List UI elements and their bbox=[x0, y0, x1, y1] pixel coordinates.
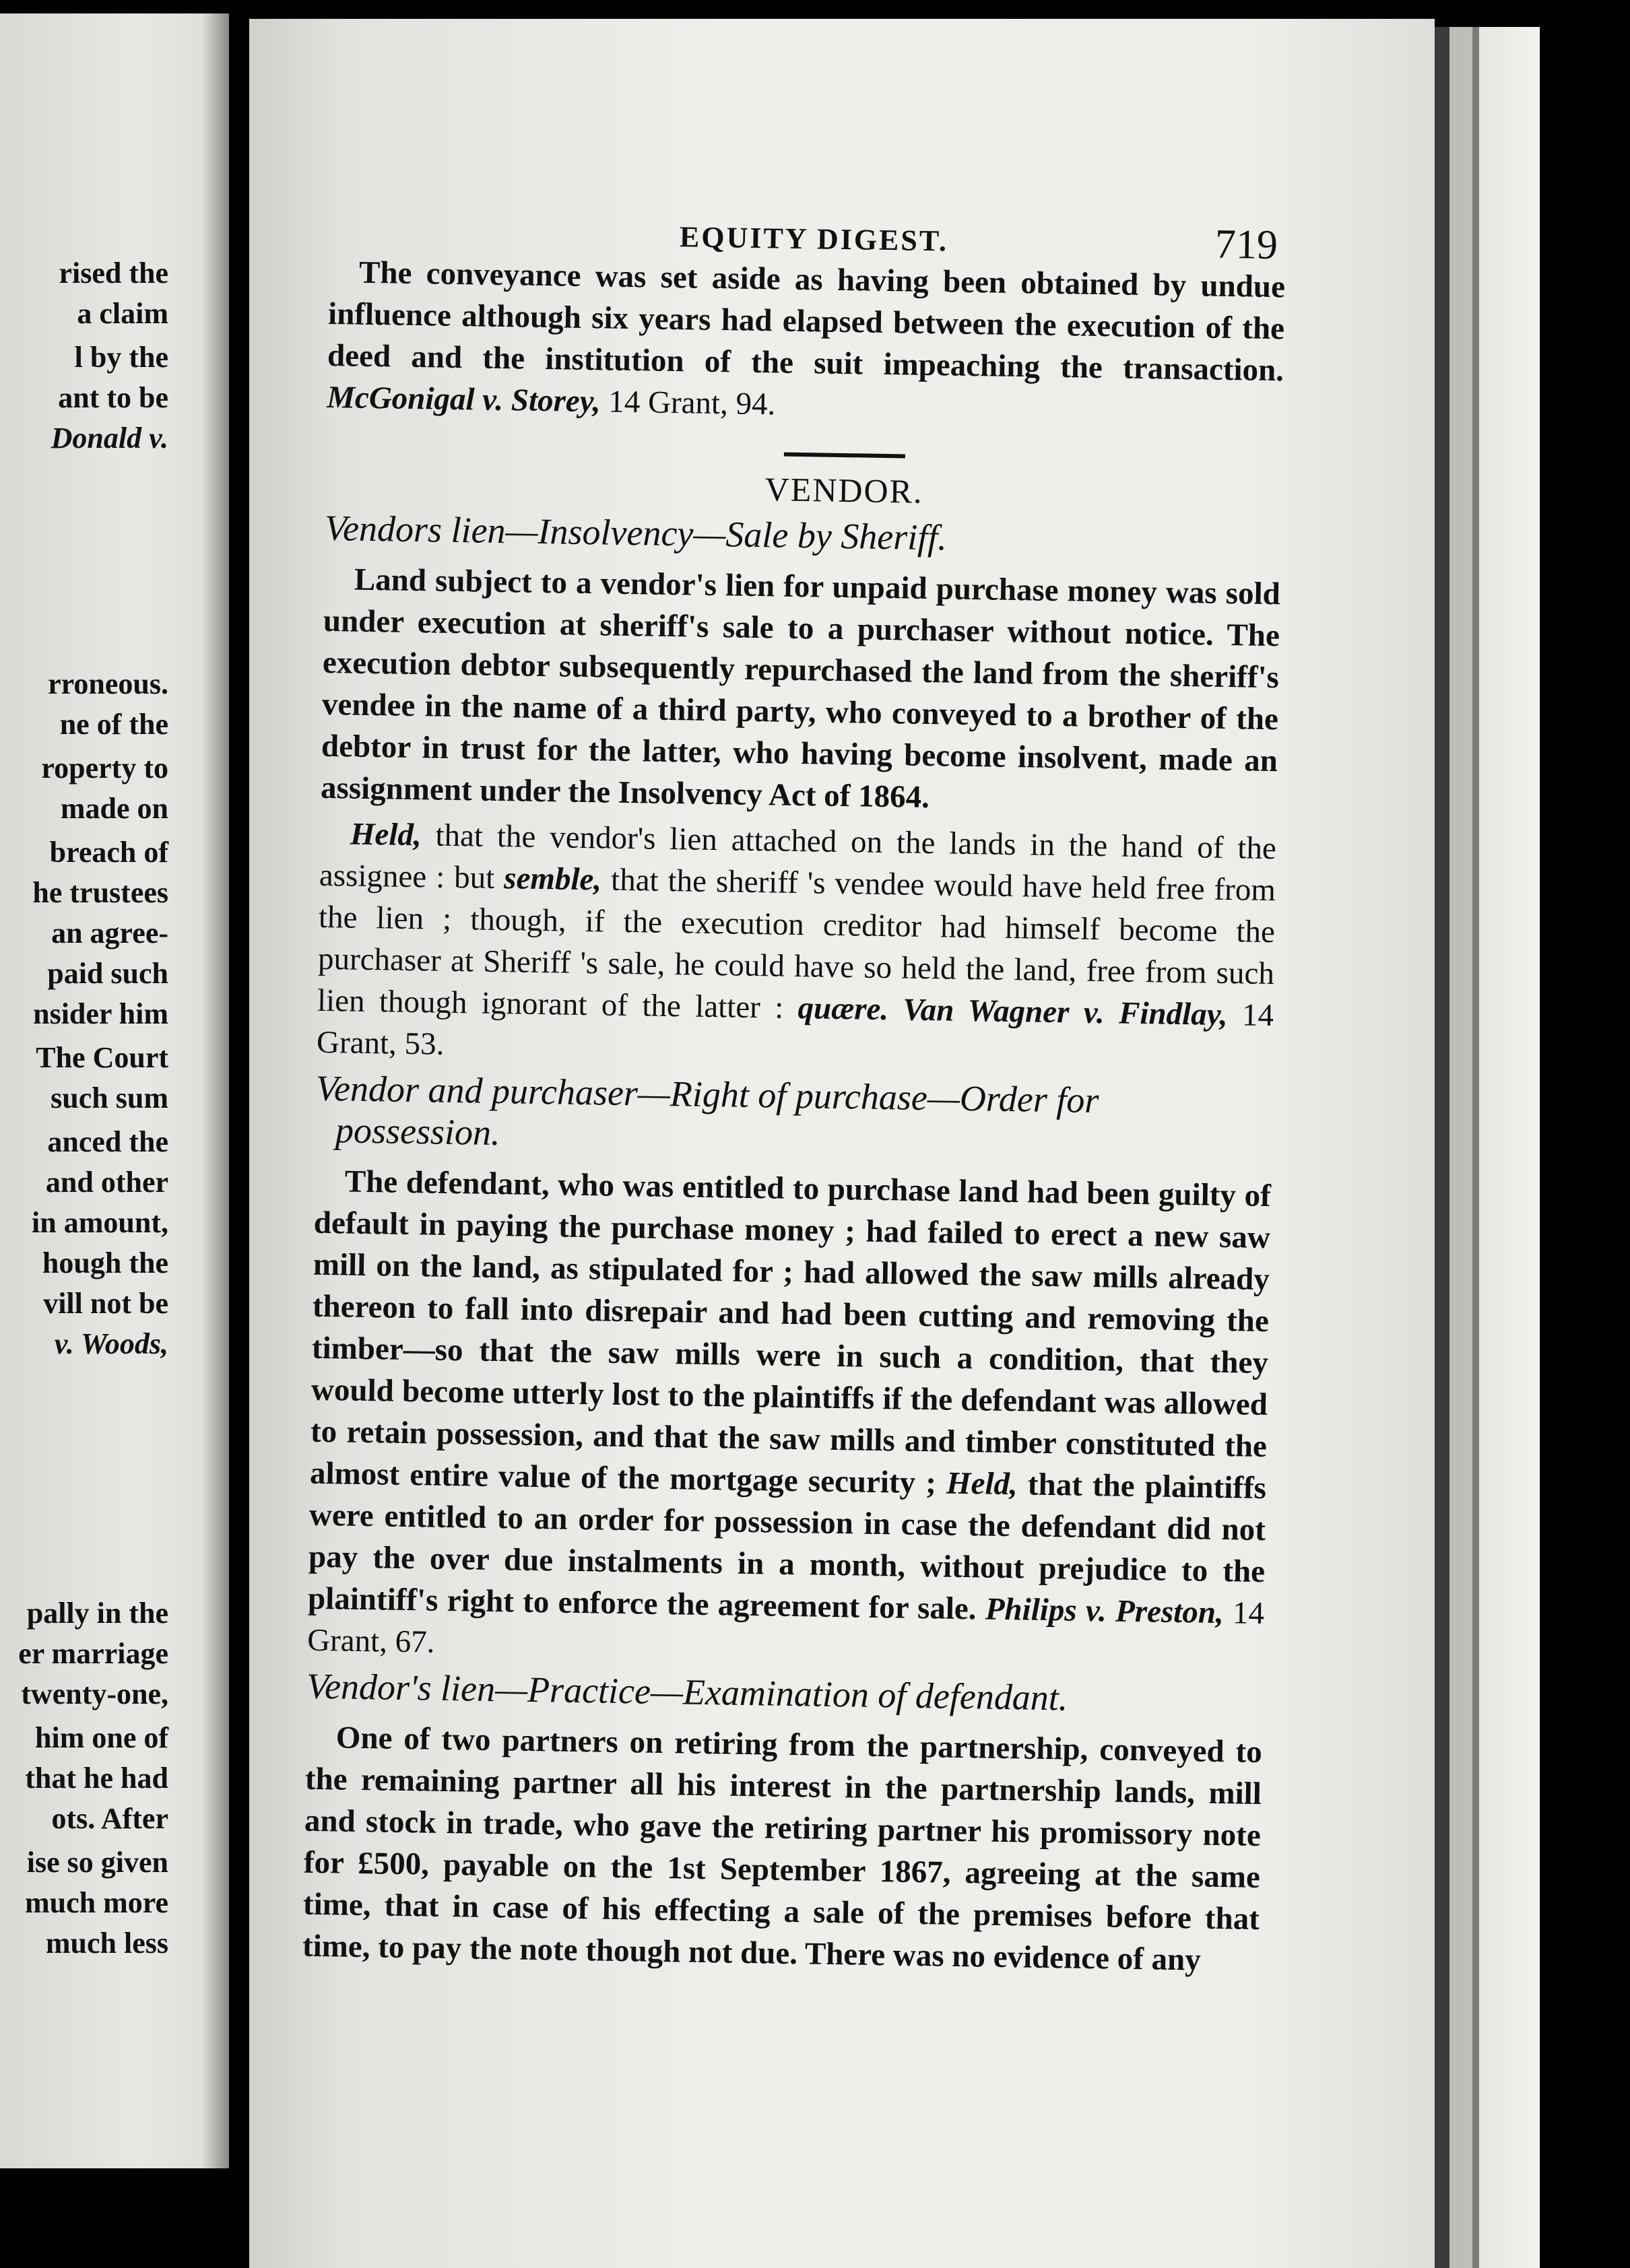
page-stack-edge bbox=[1479, 27, 1540, 2268]
quaere-label: quære. bbox=[797, 991, 889, 1028]
left-page-line: and other bbox=[45, 1166, 168, 1199]
left-page-line: v. Woods, bbox=[54, 1327, 168, 1360]
case-name: Van Wagner v. Findlay, bbox=[903, 992, 1228, 1033]
left-page-line: rroneous. bbox=[48, 667, 168, 700]
entry-holding bbox=[317, 813, 1277, 1078]
left-page-line: in amount, bbox=[32, 1206, 168, 1239]
left-page-line: such sum bbox=[51, 1081, 168, 1114]
left-page-line: ots. After bbox=[51, 1802, 168, 1835]
left-page-line: ne of the bbox=[59, 708, 168, 741]
entry-heading: Vendor's lien—Practice—Examination of defendant. bbox=[306, 1665, 1068, 1719]
entry-paragraph bbox=[302, 1716, 1263, 1982]
case-ref: 14 Grant, 53. bbox=[316, 997, 1274, 1062]
left-page-line: much more bbox=[24, 1886, 168, 1919]
left-page-line: rised the bbox=[59, 257, 168, 290]
entry-paragraph bbox=[321, 558, 1281, 824]
left-page-line: him one of bbox=[35, 1721, 168, 1754]
section-rule bbox=[784, 453, 905, 459]
left-page-line: er marriage bbox=[18, 1637, 168, 1670]
holding-text: that the vendor's lien attached on the lands in the hand of the assignee : but bbox=[319, 818, 1277, 896]
page-number: 719 bbox=[1214, 221, 1278, 269]
holding-text: that the plaintiffs were entitled to an order for possession in case the defendant did not pay the over due instalments in a month, without prejudice to the plaintiff's right to enforce the agreement for sale. bbox=[307, 1467, 1267, 1627]
left-page-line: he trustees bbox=[32, 876, 168, 909]
left-page-line: hough the bbox=[42, 1246, 168, 1279]
running-title: EQUITY DIGEST. bbox=[679, 220, 949, 258]
left-page-line: made on bbox=[60, 792, 168, 825]
left-page-line: Donald v. bbox=[51, 422, 168, 455]
left-page-line: nsider him bbox=[33, 997, 168, 1030]
semble-label: semble, bbox=[503, 861, 602, 898]
intro-case-ref: 14 Grant, 94. bbox=[608, 384, 776, 422]
entry-paragraph bbox=[307, 1160, 1272, 1676]
left-page-line: roperty to bbox=[41, 752, 168, 785]
held-label: Held, bbox=[946, 1465, 1018, 1502]
book-page bbox=[249, 19, 1435, 2268]
left-page-line: anced the bbox=[47, 1125, 168, 1158]
intro-paragraph bbox=[327, 251, 1286, 433]
page-edge bbox=[1449, 27, 1472, 2268]
left-page-line: pally in the bbox=[26, 1597, 168, 1630]
left-page-line: twenty-one, bbox=[21, 1677, 168, 1710]
holding-text-continued: that the sheriff 's vendee would have held free from the lien ; though, if the execution creditor had himself become the purchaser at Sheriff 's sale, he could have so held the land, free from such lien though ignorant of the latter : bbox=[317, 862, 1276, 1026]
left-page-line: ant to be bbox=[58, 381, 168, 414]
entry-heading: Vendors lien—Insolvency—Sale by Sheriff. bbox=[324, 507, 948, 558]
entry-text: Land subject to a vendor's lien for unpaid purchase money was sold under execution at sheriff's sale to a purchaser without notice. The execution debtor subsequently repurchased the land from the sheriff's vendee in the name of a third party, who conveyed to a brother of the debtor in trust for the latter, who having become insolvent, made an assignment under the Insolvency Act of 1864. bbox=[320, 562, 1281, 815]
left-page-line: breach of bbox=[49, 836, 168, 869]
left-page-line: paid such bbox=[47, 957, 168, 990]
left-page-line: much less bbox=[45, 1927, 168, 1960]
held-label: Held, bbox=[350, 816, 422, 853]
left-page-line: l by the bbox=[74, 341, 168, 374]
left-page-line: ise so given bbox=[26, 1846, 168, 1879]
case-name: Philips v. Preston, bbox=[985, 1591, 1225, 1631]
case-ref: 14 Grant, 67. bbox=[306, 1595, 1265, 1660]
intro-text: The conveyance was set aside as having been obtained by undue influence although six years had elapsed between the execution of the deed and the institution of the suit impeaching the transaction. bbox=[327, 255, 1286, 389]
section-title: VENDOR. bbox=[764, 470, 923, 510]
entry-text: One of two partners on retiring from the partnership, conveyed to the remaining partner all his interest in the partnership lands, mill and stock in trade, who gave the retiring partner his promissory note for £500, payable on the 1st September 1867, agreeing at the same time, that in case of his effecting a sale of the premises before that time, to pay the note though not due. There was no evidence of any bbox=[302, 1720, 1263, 1978]
entry-text: The defendant, who was entitled to purchase land had been guilty of default in paying the purchase money ; had failed to erect a new saw mill on the land, as stipulated for ; had allowed the saw mills already thereon to fall into disrepair and had been cutting and removing the timber—so that the saw mills were in such a condition, that they would become utterly lost to the plaintiffs if the defendant was allowed to retain possession, and that the saw mills and timber constituted the almost entire value of the mortgage security ; bbox=[309, 1164, 1272, 1501]
left-page-line: an agree- bbox=[51, 916, 168, 949]
intro-case-name: McGonigal v. Storey, bbox=[326, 379, 601, 420]
page-content bbox=[302, 191, 1286, 1986]
left-page-line: The Court bbox=[36, 1041, 168, 1074]
left-page-line: a claim bbox=[77, 297, 168, 330]
left-facing-page bbox=[0, 13, 229, 2168]
left-page-line: vill not be bbox=[43, 1287, 168, 1320]
page-edge-shadow bbox=[1435, 27, 1449, 2268]
left-page-line: that he had bbox=[25, 1762, 168, 1795]
page-edge-line bbox=[1472, 27, 1479, 2268]
entry-heading: Vendor and purchaser—Right of purchase—Order for possession. bbox=[315, 1067, 1099, 1154]
